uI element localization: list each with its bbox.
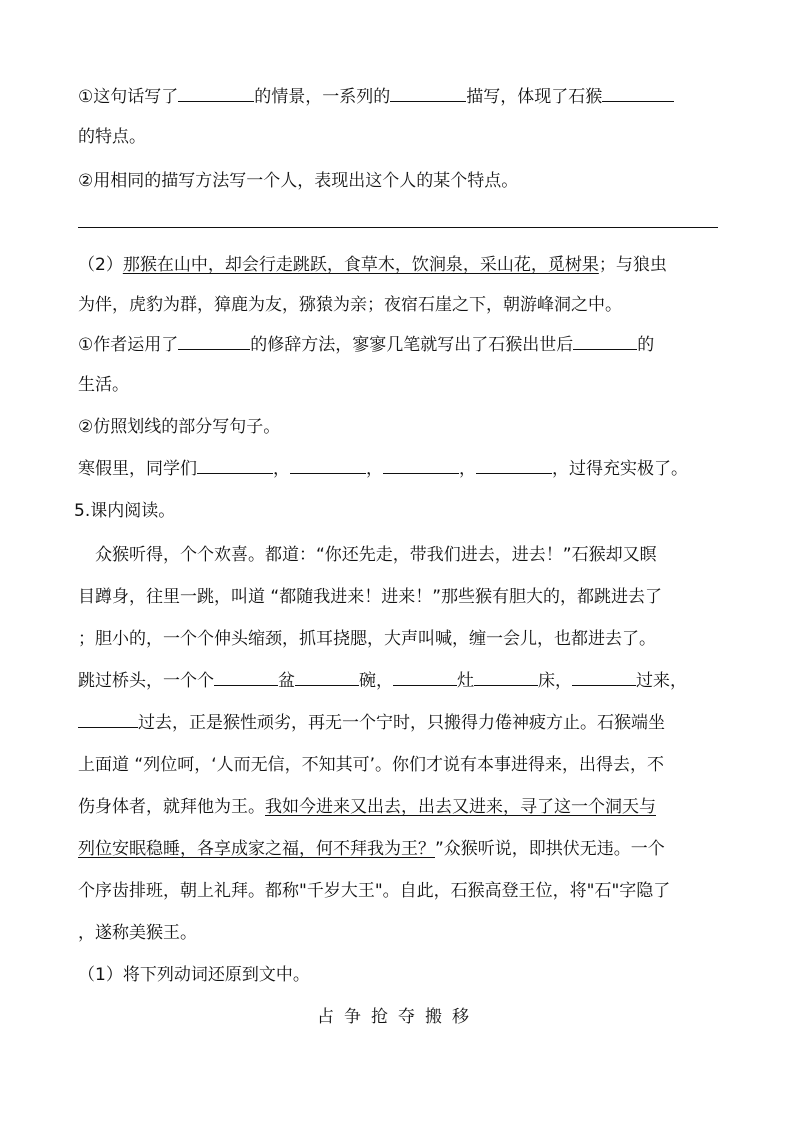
passage-text: ；与狼虫 [598, 255, 667, 275]
question-text: ①这句话写了 [78, 87, 179, 107]
answer-blank[interactable] [178, 85, 254, 102]
question-text: ①作者运用了 [78, 335, 179, 355]
answer-blank[interactable] [78, 711, 138, 728]
verb-list: 占争抢夺搬移 [317, 1007, 479, 1027]
answer-blank[interactable] [383, 457, 459, 474]
question-1-2: ②用相同的描写方法写一个人，表现出这个人的某个特点。 [78, 171, 519, 191]
passage-text: ”众猴听说，即拱伏无违。一个 [435, 839, 665, 859]
passage-5-line-4 [78, 668, 687, 694]
passage-5-line-3: ；胆小的，一个个伸头缩颈，抓耳挠腮，大声叫喊，缠一会儿，也都进去了。 [78, 629, 656, 649]
question-1-1 [78, 84, 674, 110]
passage-text: 过来， [636, 671, 687, 691]
separator: ， [366, 459, 383, 479]
question-text: 寒假里，同学们 [78, 459, 197, 479]
question-5-1: （1）将下列动词还原到文中。 [78, 965, 310, 985]
underlined-sentence: 那猴在山中，却会行走跳跃，食草木，饮涧泉，采山花，觅树果 [122, 255, 599, 275]
passage-text: 过去，正是猴性顽劣，再无一个宁时，只搬得力倦神疲方止。石猴端坐 [138, 713, 665, 733]
passage-5-line-7 [78, 794, 656, 820]
passage-text: 伤身体者，就拜他为王。 [78, 797, 265, 817]
answer-blank[interactable] [290, 457, 366, 474]
passage-5-line-1: 众猴听得，个个欢喜。都道：“你还先走，带我们进去，进去！”石猴却又瞑 [95, 545, 657, 565]
passage-text: 床， [538, 671, 572, 691]
answer-blank[interactable] [572, 669, 636, 686]
passage-text: 跳过桥头，一个个 [78, 671, 214, 691]
answer-blank[interactable] [573, 333, 637, 350]
passage-text: 碗， [359, 671, 393, 691]
question-text: 的情景，一系列的 [254, 87, 391, 107]
answer-line[interactable] [78, 227, 718, 228]
answer-blank[interactable] [295, 669, 359, 686]
question-2-1 [78, 332, 654, 358]
question-text: 的 [637, 335, 655, 355]
answer-blank[interactable] [197, 457, 273, 474]
item-label: （2） [78, 255, 123, 275]
question-2-1-continued: 生活。 [78, 375, 129, 395]
answer-blank[interactable] [178, 333, 250, 350]
underlined-sentence: 我如今进来又出去，出去又进来，寻了这一个洞天与 [265, 797, 656, 817]
separator: ， [273, 459, 290, 479]
question-2-2: ②仿照划线的部分写句子。 [78, 417, 281, 437]
answer-blank[interactable] [476, 457, 552, 474]
passage-text: 盆 [278, 671, 295, 691]
section-5-heading: 5.课内阅读。 [74, 501, 176, 521]
passage-5-line-8 [78, 836, 665, 862]
question-text: ，过得充实极了。 [552, 459, 688, 479]
underlined-sentence: 列位安眠稳睡，各享成家之福，何不拜我为王？ [78, 839, 435, 859]
passage-5-line-5 [78, 710, 665, 736]
question-text: 的修辞方法，寥寥几笔就写出了石猴出世后 [250, 335, 574, 355]
answer-blank[interactable] [390, 85, 466, 102]
passage-2-line-2: 为伴，虎豹为群，獐鹿为友，猕猿为亲；夜宿石崖之下，朝游峰洞之中。 [78, 295, 622, 315]
passage-5-line-6: 上面道 “列位呵，‘人而无信，不知其可’。你们才说有本事进得来，出得去，不 [78, 755, 665, 775]
passage-2-line-1 [78, 252, 667, 278]
passage-5-line-10: ，遂称美猴王。 [78, 923, 197, 943]
separator: ， [459, 459, 476, 479]
answer-blank[interactable] [393, 669, 457, 686]
passage-5-line-2: 目蹲身，往里一跳，叫道 “都随我进来！进来！”那些猴有胆大的，都跳进去了 [78, 587, 663, 607]
question-text: 描写，体现了石猴 [466, 87, 603, 107]
answer-blank[interactable] [602, 85, 674, 102]
answer-blank[interactable] [474, 669, 538, 686]
question-1-1-continued: 的特点。 [78, 127, 146, 147]
question-2-2-answer [78, 456, 688, 482]
answer-blank[interactable] [214, 669, 278, 686]
passage-5-line-9: 个序齿排班，朝上礼拜。都称"千岁大王"。自此，石猴高登王位，将"石"字隐了 [78, 881, 671, 901]
passage-text: 灶 [457, 671, 474, 691]
